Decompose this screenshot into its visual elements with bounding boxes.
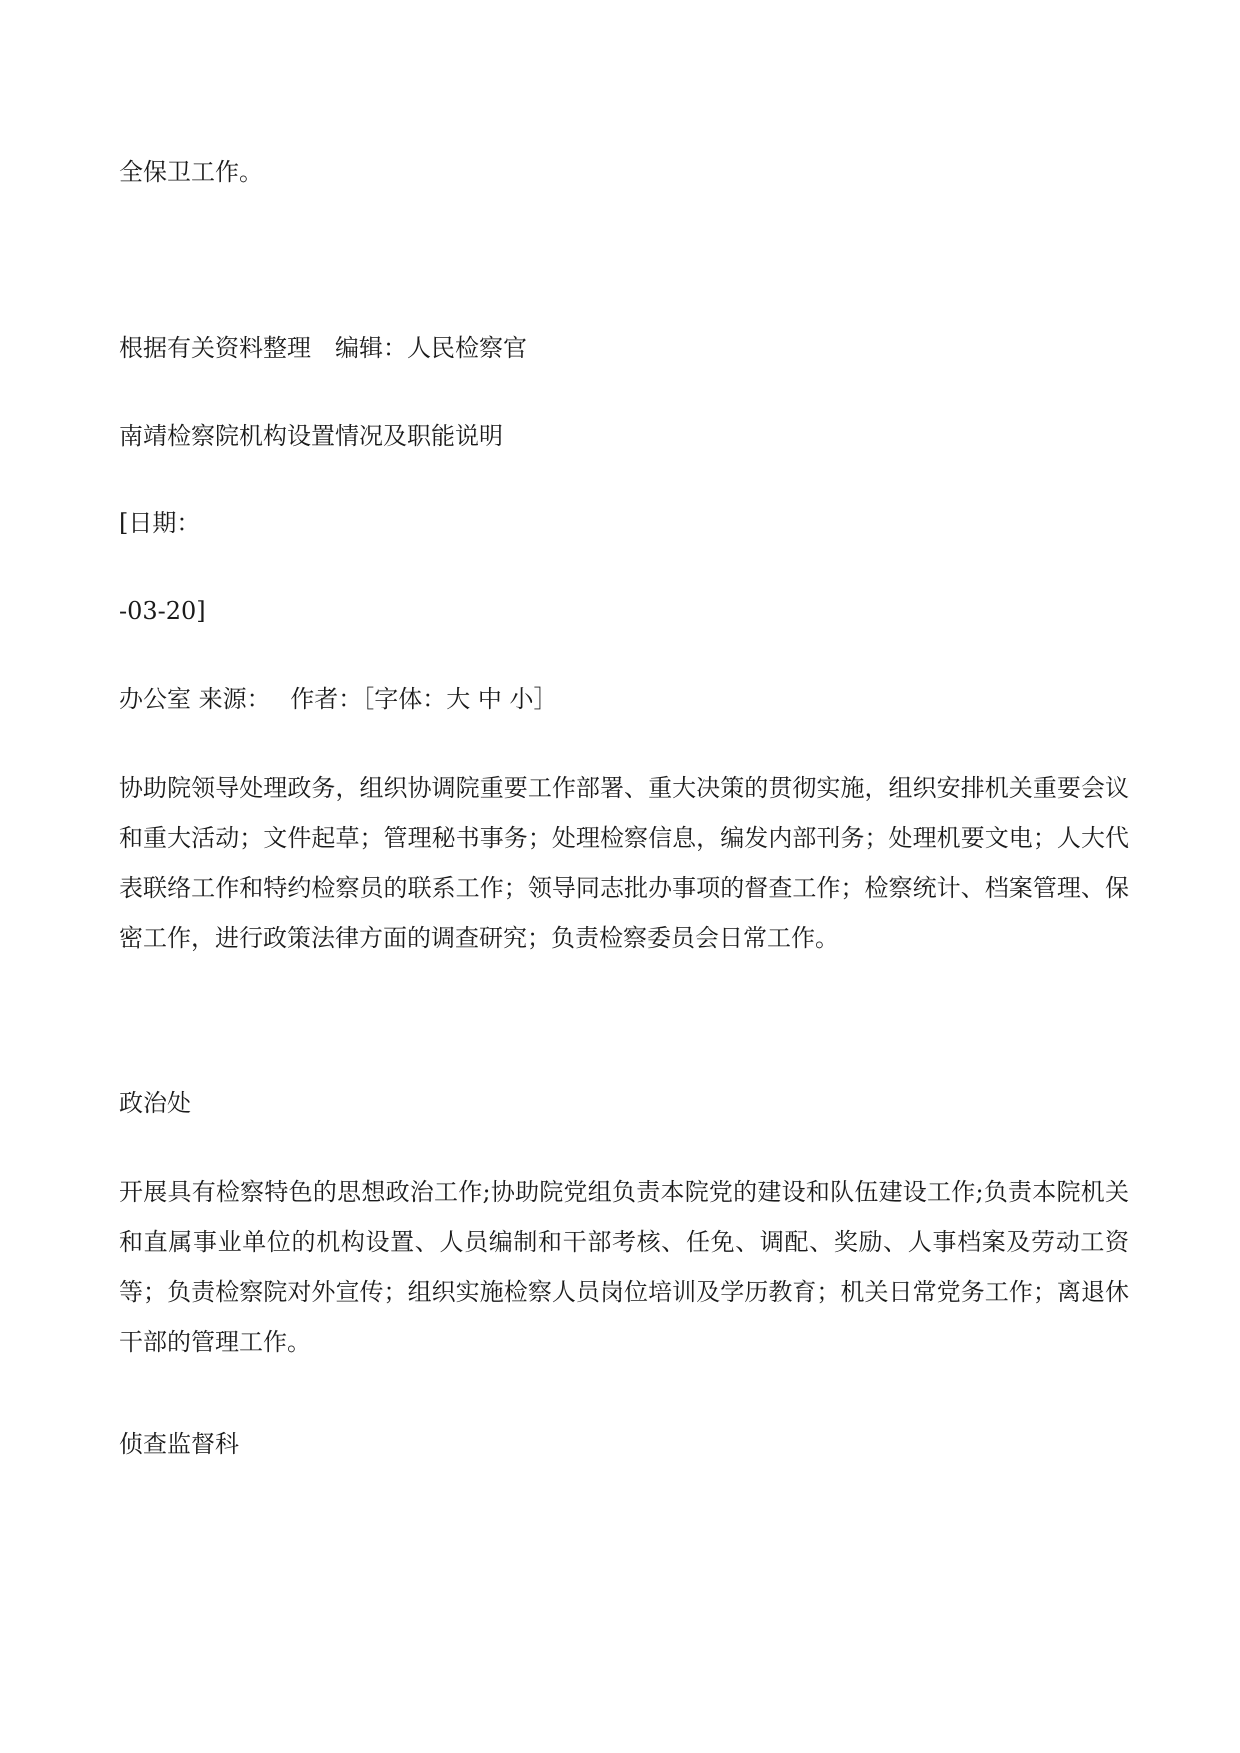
political-dept-heading: 政治处 (119, 1089, 191, 1117)
investigation-heading: 侦查监督科 (119, 1430, 239, 1458)
date-value: -03-20] (119, 597, 206, 625)
office-description: 协助院领导处理政务，组织协调院重要工作部署、重大决策的贯彻实施，组织安排机关重要会议和重大活动；文件起草；管理秘书事务；处理检察信息，编发内部刊务；处理机要文电；人大代表联络工作和特约检察员的联系工作；领导同志批办事项的督查工作；检察统计、档案管理、保密工作，进行政策法律方面的调查研究；负责检察委员会日常工作。 (119, 774, 1129, 952)
source-note: 根据有关资料整理 编辑：人民检察官 (119, 334, 527, 362)
political-dept-description: 开展具有检察特色的思想政治工作;协助院党组负责本院党的建设和队伍建设工作;负责本院机关和直属事业单位的机构设置、人员编制和干部考核、任免、调配、奖励、人事档案及劳动工资等；负责检察院对外宣传；组织实施检察人员岗位培训及学历教育；机关日常党务工作；离退休干部的管理工作。 (119, 1178, 1129, 1356)
continuation-text: 全保卫工作。 (119, 158, 263, 186)
article-title: 南靖检察院机构设置情况及职能说明 (119, 422, 503, 450)
date-label: [日期： (119, 509, 201, 537)
meta-line: 办公室 来源： 作者：［字体：大 中 小］ (119, 685, 558, 713)
